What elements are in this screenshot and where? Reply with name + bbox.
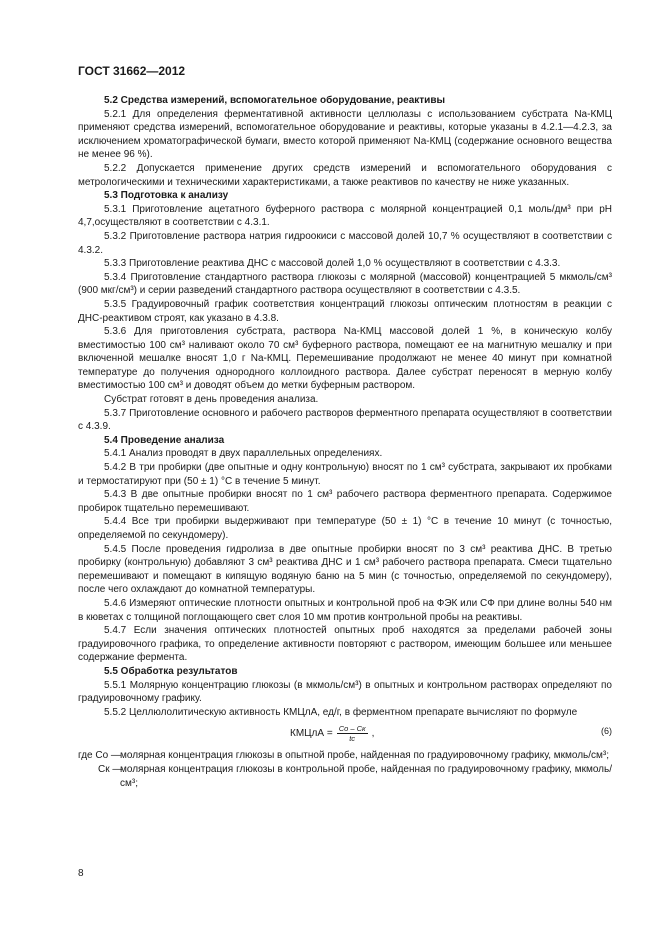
where-description: молярная концентрация глюкозы в контрольной пробе, найденная по градуировочному графику, мкмоль/см³; [120,763,612,789]
formula-lhs: КМЦлА = [290,728,333,740]
equation-number: (6) [601,726,612,737]
where-item-c0 [78,749,612,763]
formula-fraction [337,724,368,743]
formula-trail: , [371,728,375,740]
where-symbol: где Cо — [78,750,121,762]
paragraph: 5.3.1 Приготовление ацетатного буферного раствора с молярной концентрацией 0,1 моль/дм³ при pH 4,7,осуществляют в соответствии с 4.3.1. [78,203,612,229]
paragraph: 5.3.6 Для приготовления субстрата, раствора Na-КМЦ массовой долей 1 %, в коническую колбу вместимостью 100 см³ наливают около 70 см³ буферного раствора, помещают ее на магнитную мешалку и при включенной мешалке вносят 1,0 г Na-КМЦ. Перемешивание продолжают не менее 40 минут при комнатной температуре до получения однородного коллоидного раствора. Далее субстрат переносят в мерную колбу вместимостью 100 см³ и доводят объем до метки буферным раствором. [78,326,612,392]
document-header: ГОСТ 31662—2012 [78,64,186,78]
section-heading: 5.3 Подготовка к анализу [104,190,229,202]
formula-denominator: tc [349,734,356,744]
where-item-ck [78,763,612,790]
section-heading: 5.2 Средства измерений, вспомогательное оборудование, реактивы [104,95,446,106]
page-number: 8 [78,868,84,879]
paragraph: 5.4.6 Измеряют оптические плотности опытных и контрольной проб на ФЭК или СФ при длине волны 540 нм в кюветах с толщиной поглощающего свет слоя 10 мм против контрольной пробы на реактивы. [78,597,612,623]
where-symbol: Cк — [98,763,123,775]
paragraph: 5.2.1 Для определения ферментативной активности целлюлазы с использованием субстрата Na-КМЦ применяют средства измерений, вспомогательное оборудование и реактивы, которые указаны в 4.2.1—4.2.3, за исключением хроматографической бумаги, вместо которой применяют Na-КМЦ (содержание основного вещества не менее 96 %). [78,108,612,161]
paragraph: 5.4.2 В три пробирки (две опытные и одну контрольную) вносят по 1 см³ субстрата, закрывают их пробками и термостатируют при (50 ± 1) °С в течение 5 минут. [78,462,612,487]
paragraph: 5.2.2 Допускается применение других средств измерений и вспомогательного оборудования с метрологическими и техническими характеристиками, а также реактивов по качеству не ниже указанных. [78,162,612,188]
section-heading: 5.5 Обработка результатов [104,665,238,677]
paragraph: 5.4.1 Анализ проводят в двух параллельных определениях. [104,448,383,460]
paragraph: 5.3.5 Градуировочный график соответствия концентраций глюкозы оптическим плотностям в реакции с ДНС-реактивом строят, как указано в 4.3.8. [78,298,612,324]
section-heading: 5.4 Проведение анализа [104,434,225,446]
paragraph: 5.3.7 Приготовление основного и рабочего растворов ферментного препарата осуществляют в соответствии с 4.3.9. [78,407,612,433]
formula-expression [290,724,374,743]
formula-6 [78,721,612,749]
paragraph: 5.3.2 Приготовление раствора натрия гидроокиси с массовой долей 10,7 % осуществляют в соответствии с 4.3.2. [78,230,612,256]
paragraph: 5.4.4 Все три пробирки выдерживают при температуре (50 ± 1) °С в течение 10 минут (с точностью, определяемой по секундомеру). [78,516,612,541]
paragraph: 5.5.2 Целлюлолитическую активность КМЦлА, ед/г, в ферментном препарате вычисляют по формуле [104,706,578,718]
where-description: молярная концентрация глюкозы в опытной пробе, найденная по градуировочному графику, мкмоль/см³; [120,750,610,762]
document-body [78,94,612,790]
sections-container [78,94,612,719]
paragraph: 5.4.3 В две опытные пробирки вносят по 1 см³ рабочего раствора ферментного препарата. Содержимое пробирок тщательно перемешивают. [78,489,612,514]
paragraph: Субстрат готовят в день проведения анализа. [104,394,319,406]
paragraph: 5.3.3 Приготовление реактива ДНС с массовой долей 1,0 % осуществляют в соответствии с 4.3.3. [104,258,561,270]
paragraph: 5.5.1 Молярную концентрацию глюкозы (в мкмоль/см³) в опытных и контрольном растворах определяют по градуировочному графику. [78,679,612,705]
paragraph: 5.4.5 После проведения гидролиза в две опытные пробирки вносят по 3 см³ реактива ДНС. В третью пробирку (контрольную) добавляют 3 см³ реактива ДНС и 1 см³ рабочего раствора препарата. Смеси тщательно перемешивают и помещают в кипящую водяную баню на 5 мин (с точностью, определяемой по секундомеру), после чего охлаждают до комнатной температуры. [78,543,612,596]
formula-numerator: Cо – Cк [338,724,366,734]
paragraph: 5.3.4 Приготовление стандартного раствора глюкозы с молярной (массовой) концентрацией 5 мкмоль/см³ (900 мкг/см³) и серии разведений стандартного раствора осуществляют в соответствии с 4.3.5. [78,271,612,297]
paragraph: 5.4.7 Если значения оптических плотностей опытных проб находятся за пределами рабочей зоны градуировочного графика, то определение активности повторяют с раствором, имеющим большее или меньшее содержание фермента. [78,625,612,664]
